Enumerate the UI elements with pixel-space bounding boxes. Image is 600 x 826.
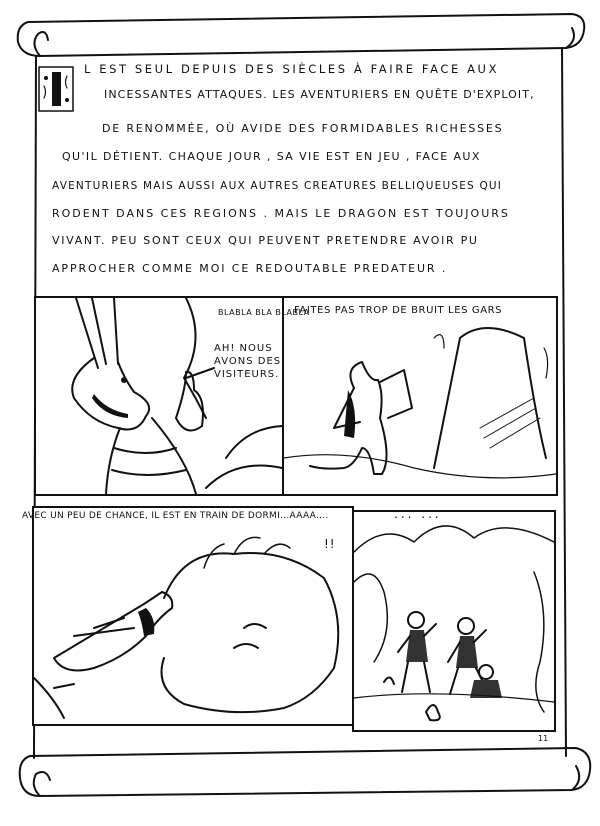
narration-line-7: VIVANT. PEU SONT CEUX QUI PEUVENT PRETENDRE AVOIR PU xyxy=(52,234,479,247)
panel-dragon-speaking xyxy=(34,296,284,496)
narration-line-2: INCESSANTES ATTAQUES. LES AVENTURIERS EN QUÊTE D'EXPLOIT, xyxy=(104,88,535,101)
narration-line-5: AVENTURIERS MAIS AUSSI AUX AUTRES CREATURES BELLIQUEUSES QUI xyxy=(52,180,503,192)
panel-sleeping-dragon xyxy=(22,506,354,726)
caption-no-noise: FAITES PAS TROP DE BRUIT LES GARS xyxy=(294,305,503,316)
narration-line-4: QU'IL DÉTIENT. CHAQUE JOUR , SA VIE EST EN JEU , FACE AUX xyxy=(62,150,481,163)
narration-line-6: RODENT DANS CES REGIONS . MAIS LE DRAGON EST TOUJOURS xyxy=(52,207,510,220)
narration-line-8: APPROCHER COMME MOI CE REDOUTABLE PREDATEUR . xyxy=(52,262,448,275)
speech-bubble-visitors: AH! NOUS AVONS DES VISITEURS. xyxy=(214,343,282,380)
caption-blabla: BLABLA BLA BLABLA xyxy=(218,308,310,317)
sfx-exclamation: !! xyxy=(324,537,336,551)
sleeping-dragon-drawing xyxy=(34,508,352,724)
panel-adventurers-flames xyxy=(352,507,556,732)
caption-with-luck: AVEC UN PEU DE CHANCE, IL EST EN TRAIN DE DORMI...AAAA.... xyxy=(22,511,329,521)
dragon-cave-drawing xyxy=(284,298,556,494)
narration-line-3: DE RENOMMÉE, OÙ AVIDE DES FORMIDABLES RICHESSES xyxy=(102,122,504,135)
page-number: 11 xyxy=(538,734,549,743)
dragon-head-drawing xyxy=(36,298,282,494)
adventurers-drawing xyxy=(354,512,554,730)
narration-line-1: L EST SEUL DEPUIS DES SIÈCLES À FAIRE FACE AUX xyxy=(84,62,500,76)
ellipsis-dots: ... ... xyxy=(394,507,442,521)
drop-cap xyxy=(38,66,74,112)
